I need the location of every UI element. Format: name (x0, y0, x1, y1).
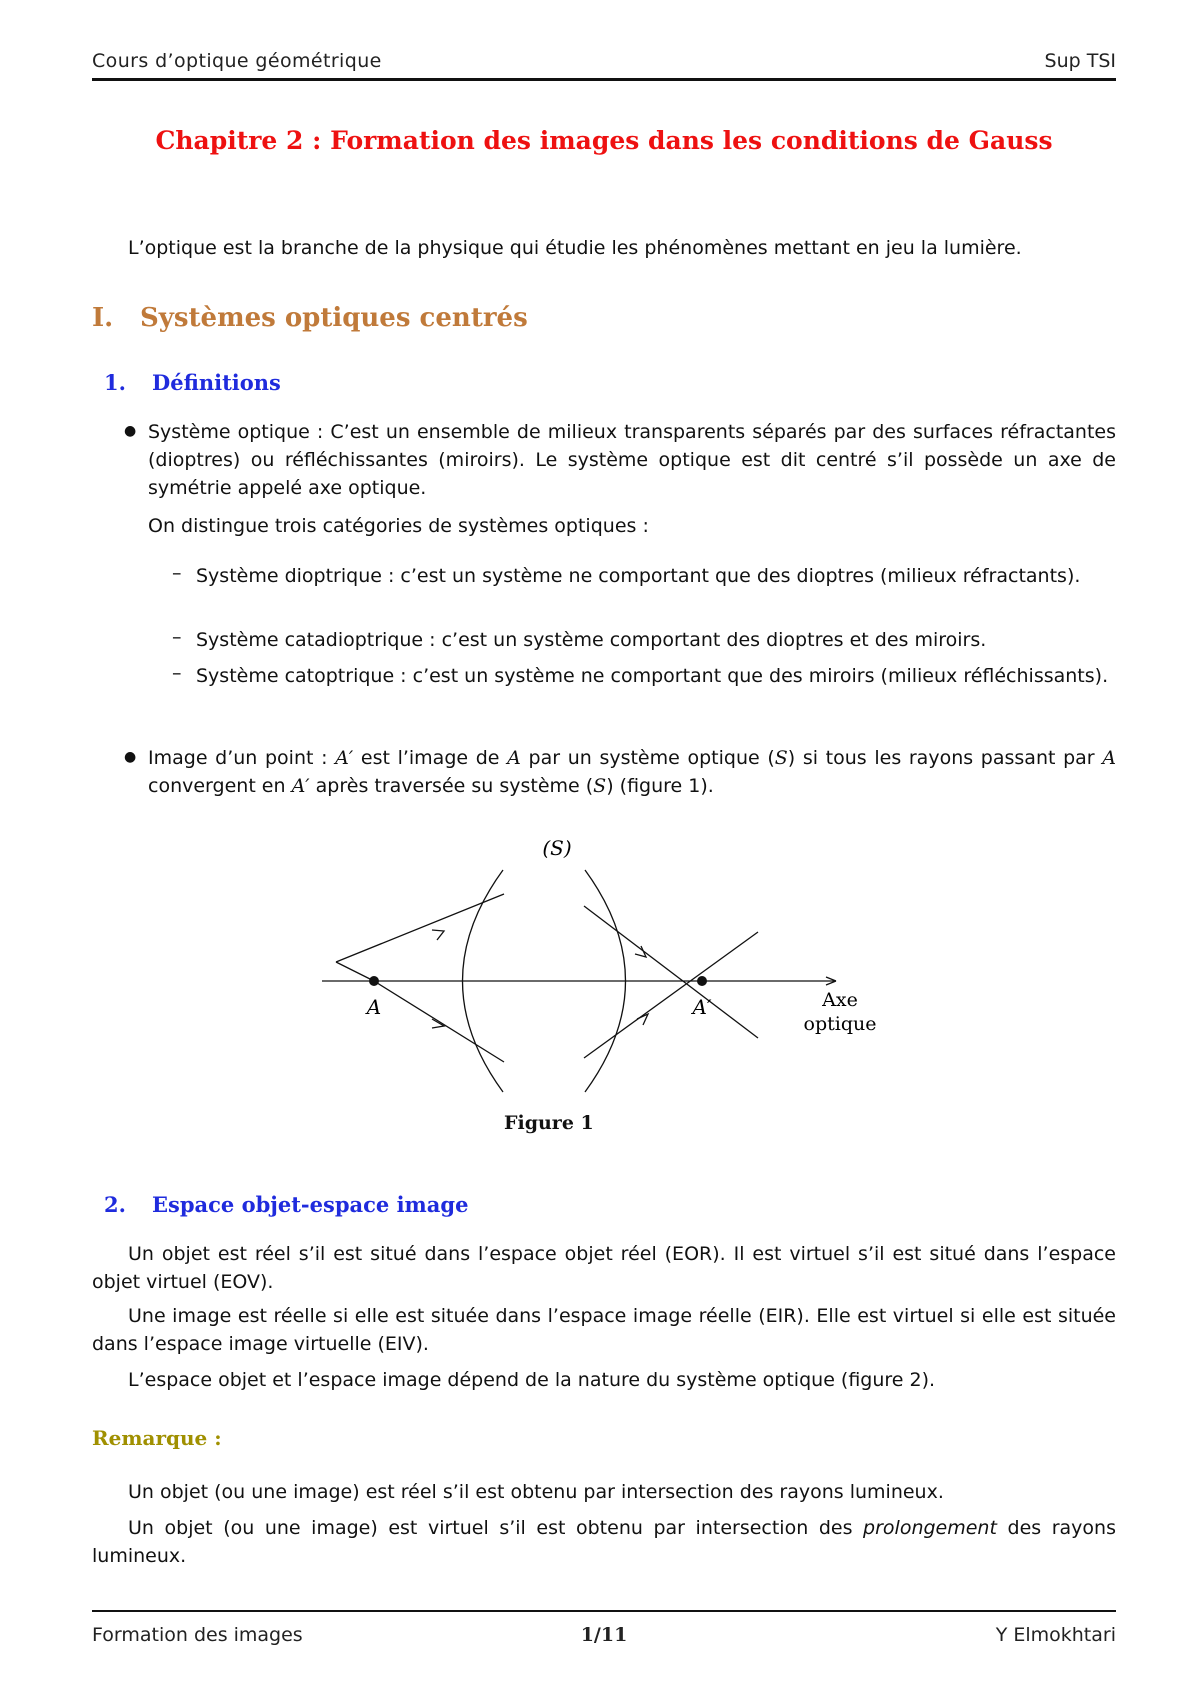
emphasis-prolongement: prolongement (863, 1517, 997, 1539)
category-item-1: Système dioptrique : c’est un système ne comportant que des dioptres (milieux réfractants). (196, 565, 1081, 587)
incident-ray-lower (374, 981, 504, 1062)
categories-lead: On distingue trois catégories de systèmes optiques : (148, 515, 649, 537)
incident-ray-upper (336, 894, 504, 962)
dash-icon: – (172, 662, 182, 684)
section-number: I. (92, 303, 114, 333)
subsection-heading-espace (104, 1192, 468, 1217)
footer-title: Formation des images (92, 1624, 303, 1646)
incident-ray-extension (336, 962, 374, 981)
subsection-title: Espace objet-espace image (152, 1192, 469, 1217)
ray-arrow-icon (432, 930, 444, 940)
bullet-icon: ● (124, 749, 137, 765)
category-item-2: Système catadioptrique : c’est un système comportant des dioptres et des miroirs. (196, 629, 987, 651)
bullet-icon: ● (124, 423, 137, 439)
bullet-image-point: Image d’un point : A′ est l’image de A par un système optique (S) si tous les rayons passant par A convergent en A′ après traversée su système (S) (figure 1). (148, 747, 1116, 797)
figure-caption: Figure 1 (504, 1112, 594, 1134)
paragraph-espace: L’espace objet et l’espace image dépend de la nature du système optique (figure 2). (128, 1369, 936, 1391)
point-Aprime-label: A′ (692, 995, 712, 1019)
subsection-number: 2. (104, 1192, 126, 1217)
paragraph-image: Une image est réelle si elle est située dans l’espace image réelle (EIR). Elle est virtuel si elle est située dans l’espace image virtuelle (EIV). (92, 1305, 1116, 1355)
subsection-number: 1. (104, 370, 126, 395)
system-label: (S) (542, 836, 572, 860)
category-item-3: Système catoptrique : c’est un système ne comportant que des miroirs (milieux réfléchissants). (196, 665, 1109, 687)
paragraph-objet: Un objet est réel s’il est situé dans l’espace objet réel (EOR). Il est virtuel s’il est situé dans l’espace objet virtuel (EOV). (92, 1243, 1116, 1293)
header-class: Sup TSI (1044, 50, 1116, 72)
bullet-systeme-optique: Système optique : C’est un ensemble de milieux transparents séparés par des surfaces réfractantes (dioptres) ou réfléchissantes (miroirs). Le système optique est dit centré s’il possède un axe de symétrie appelé axe optique. (148, 421, 1116, 499)
section-title: Systèmes optiques centrés (140, 303, 528, 333)
emergent-ray-upper (584, 906, 758, 1038)
header-course: Cours d’optique géométrique (92, 50, 382, 72)
dash-icon: – (172, 562, 182, 584)
footer-rule (92, 1610, 1116, 1612)
axis-label-line2: optique (803, 1013, 877, 1035)
remark-paragraph-2: Un objet (ou une image) est virtuel s’il est obtenu par intersection des prolongement des rayons lumineux. (92, 1517, 1116, 1567)
emergent-ray-lower (584, 932, 758, 1058)
remark-paragraph-1: Un objet (ou une image) est réel s’il est obtenu par intersection des rayons lumineux. (128, 1481, 944, 1503)
point-A-label: A (366, 995, 382, 1019)
footer-author: Y Elmokhtari (995, 1624, 1116, 1646)
point-Aprime-dot (697, 976, 707, 986)
remark-label: Remarque : (92, 1426, 222, 1450)
dash-icon: – (172, 626, 182, 648)
axis-label-line1: Axe (822, 989, 858, 1011)
page-number: 1/11 (580, 1624, 628, 1646)
point-A-dot (369, 976, 379, 986)
subsection-title: Définitions (152, 370, 281, 395)
chapter-title: Chapitre 2 : Formation des images dans les conditions de Gauss (155, 126, 1053, 155)
intro-paragraph: L’optique est la branche de la physique qui étudie les phénomènes mettant en jeu la lumière. (128, 237, 1022, 259)
